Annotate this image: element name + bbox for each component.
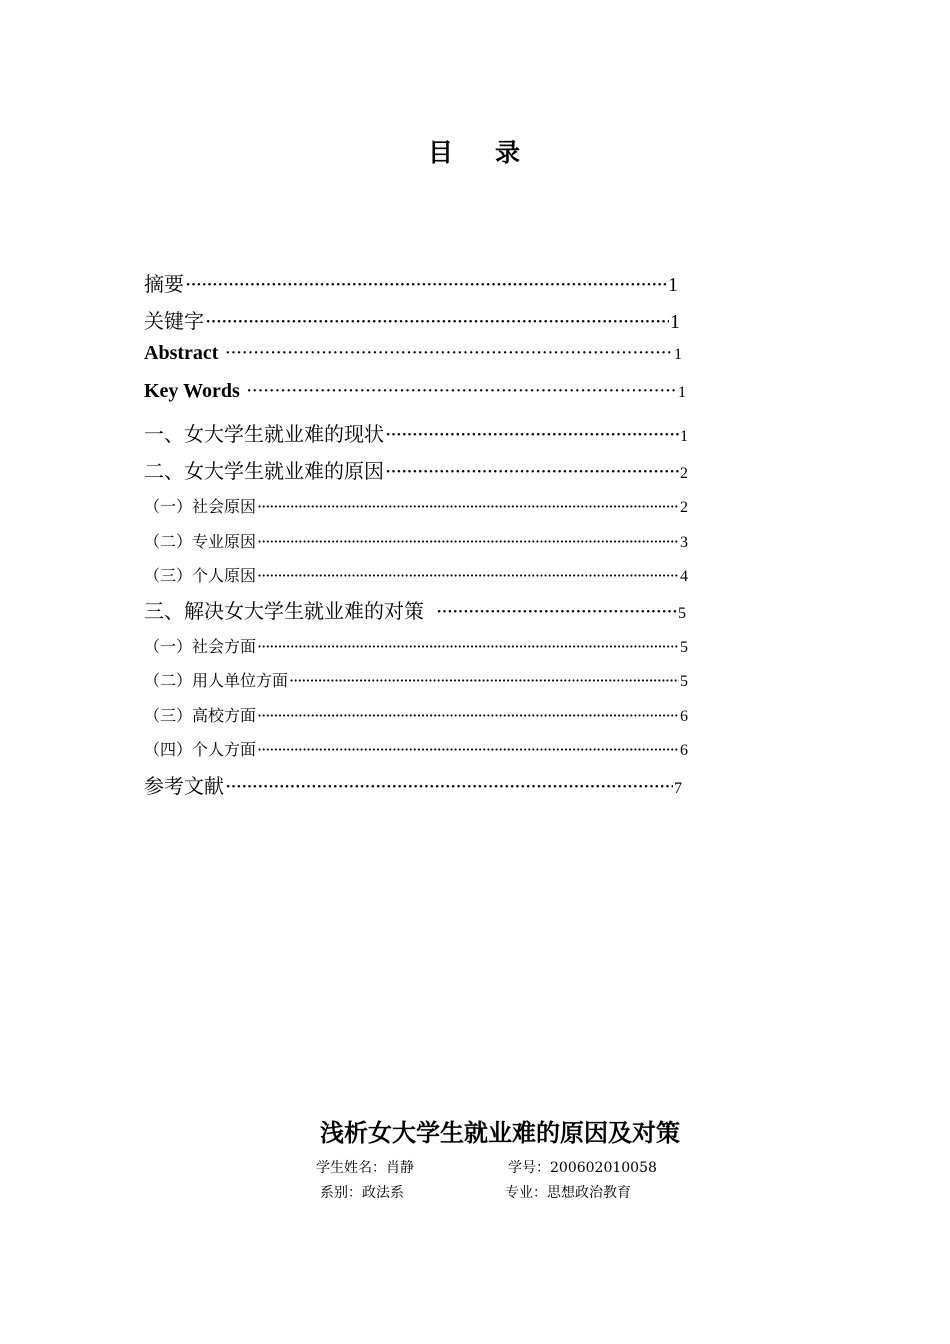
toc-entry-page: 2	[680, 499, 688, 516]
toc-entry-section-3-2[interactable]	[144, 668, 688, 691]
toc-entry-page: 6	[680, 742, 688, 759]
toc-entry-section-3-1[interactable]	[144, 634, 688, 657]
toc-entry-section-3-3[interactable]	[144, 703, 688, 726]
toc-entry-section-2-1[interactable]	[144, 494, 688, 517]
toc-entry-label: Abstract	[144, 342, 219, 364]
toc-entry-page: 2	[680, 465, 688, 482]
toc-entry-references[interactable]	[144, 770, 682, 799]
toc-entry-page: 4	[680, 568, 688, 585]
student-id: 学号：200602010058	[508, 1160, 657, 1176]
toc-entry-page: 5	[680, 639, 688, 656]
toc-entry-page: 1	[670, 311, 680, 333]
toc-entry-page: 1	[678, 384, 686, 401]
toc-heading	[0, 133, 950, 169]
toc-entry-label: （一）社会原因	[144, 497, 257, 516]
toc-entry-label: 关键字	[144, 309, 204, 333]
toc-entry-label: 摘要	[144, 272, 184, 296]
toc-entry-keywords-cn[interactable]	[144, 305, 680, 334]
toc-entry-section-2[interactable]	[144, 455, 688, 484]
toc-entry-label: 三、解决女大学生就业难的对策	[144, 599, 424, 623]
toc-entry-keywords-en[interactable]	[144, 380, 686, 403]
toc-entry-label: 二、女大学生就业难的原因	[144, 459, 384, 483]
toc-entry-page: 5	[678, 605, 686, 622]
toc-entry-label: （一）社会方面	[144, 637, 257, 656]
toc-entry-abstract-cn[interactable]	[144, 268, 678, 297]
toc-entry-section-3[interactable]	[144, 595, 686, 624]
toc-entry-label: 参考文献	[144, 774, 224, 798]
toc-entry-label: （二）用人单位方面	[144, 671, 289, 690]
paper-title: 浅析女大学生就业难的原因及对策	[320, 1119, 680, 1147]
major: 专业：思想政治教育	[505, 1185, 631, 1201]
toc-entry-page: 7	[674, 780, 682, 797]
toc-entry-page: 6	[680, 708, 688, 725]
toc-entry-page: 1	[674, 346, 682, 363]
department: 系别：政法系	[320, 1185, 404, 1201]
toc-entry-section-2-2[interactable]	[144, 529, 688, 552]
student-name: 学生姓名：肖静	[316, 1160, 414, 1176]
toc-entry-label: （三）个人原因	[144, 566, 257, 585]
toc-entry-label: 一、女大学生就业难的现状	[144, 422, 384, 446]
toc-entry-abstract-en[interactable]	[144, 342, 682, 365]
toc-entry-page: 3	[680, 534, 688, 551]
toc-heading-left: 目	[427, 138, 455, 167]
toc-entry-label: （三）高校方面	[144, 706, 257, 725]
toc-entry-label: （四）个人方面	[144, 740, 257, 759]
toc-entry-section-1[interactable]	[144, 418, 688, 447]
toc-entry-label: Key Words	[144, 380, 240, 402]
toc-entry-page: 1	[680, 428, 688, 445]
toc-entry-section-3-4[interactable]	[144, 737, 688, 760]
toc-entry-page: 5	[680, 673, 688, 690]
toc-entry-section-2-3[interactable]	[144, 563, 688, 586]
toc-heading-right: 录	[495, 138, 523, 167]
toc-entry-label: （二）专业原因	[144, 532, 257, 551]
toc-entry-page: 1	[668, 274, 678, 296]
